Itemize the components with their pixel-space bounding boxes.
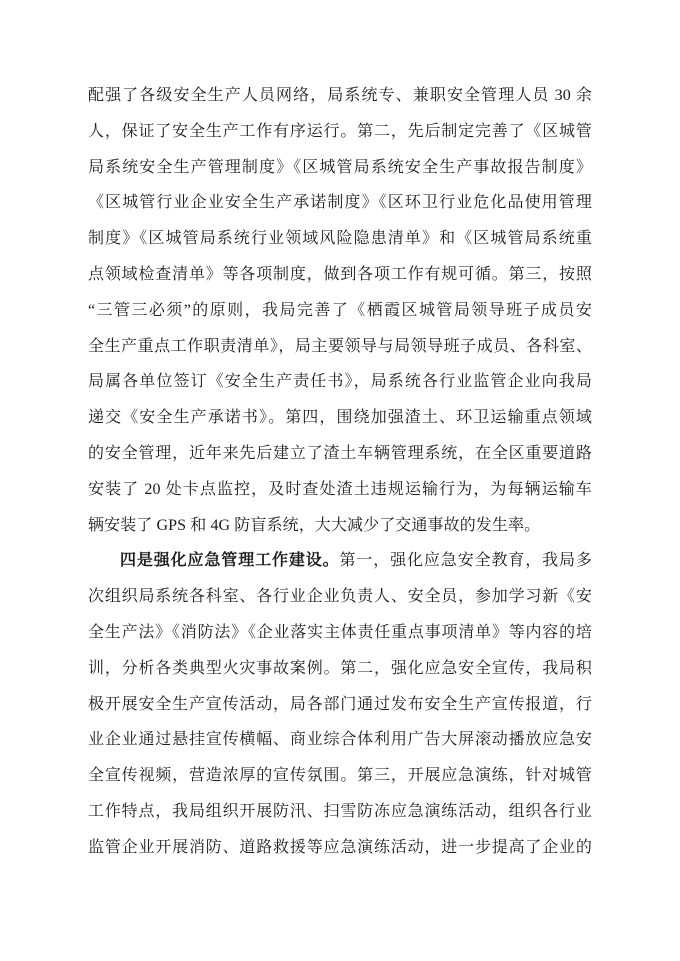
paragraph-emergency-management <box>88 543 592 865</box>
text-line <box>88 221 592 257</box>
text-segment: 局系统安全生产管理制度》《区城管局系统安全生产事故报告制度》 <box>88 158 592 176</box>
text-line <box>88 329 592 365</box>
text-segment: 极开展安全生产宣传活动，局各部门通过发布安全生产宣传报道，行 <box>88 695 592 713</box>
text-segment: “三管三必须”的原则，我局完善了《栖霞区城管局领导班子成员安 <box>88 301 592 319</box>
text-segment: 局属各单位签订《安全生产责任书》，局系统各行业监管企业向我局 <box>88 373 592 391</box>
text-segment: 《区城管行业企业安全生产承诺制度》《区环卫行业危化品使用管理 <box>88 194 592 212</box>
text-line <box>88 687 592 723</box>
text-line <box>88 758 592 794</box>
text-segment: 次组织局系统各科室、各行业企业负责人、安全员，参加学习新《安 <box>88 588 592 606</box>
text-line <box>88 150 592 186</box>
text-line <box>88 400 592 436</box>
text-line <box>88 472 592 508</box>
text-segment: 业企业通过悬挂宣传横幅、商业综合体利用广告大屏滚动播放应急安 <box>88 731 592 749</box>
text-segment: 训，分析各类典型火灾事故案例。第二，强化应急安全宣传，我局积 <box>88 659 592 677</box>
text-segment: 递交《安全生产承诺书》。第四，围绕加强渣土、环卫运输重点领域 <box>88 409 592 427</box>
text-line <box>88 651 592 687</box>
document-body <box>88 78 592 866</box>
text-segment: 工作特点，我局组织开展防汛、扫雪防冻应急演练活动，组织各行业 <box>88 802 592 820</box>
text-line <box>88 257 592 293</box>
text-line <box>88 543 592 579</box>
text-segment: 全宣传视频，营造浓厚的宣传氛围。第三，开展应急演练，针对城管 <box>88 767 592 785</box>
text-line <box>88 615 592 651</box>
text-line <box>88 794 592 830</box>
text-line <box>88 114 592 150</box>
text-segment: 全生产重点工作职责清单》，局主要领导与局领导班子成员、各科室、 <box>88 337 592 355</box>
text-segment: 人，保证了安全生产工作有序运行。第二，先后制定完善了《区城管 <box>88 122 592 140</box>
text-line <box>88 364 592 400</box>
text-line <box>88 579 592 615</box>
text-segment: 全生产法》《消防法》《企业落实主体责任重点事项清单》等内容的培 <box>88 623 592 641</box>
text-segment: 监管企业开展消防、道路救援等应急演练活动，进一步提高了企业的 <box>88 838 592 856</box>
text-segment: 制度》《区城管局系统行业领域风险隐患清单》和《区城管局系统重 <box>88 230 592 248</box>
text-line <box>88 508 592 544</box>
text-line <box>88 293 592 329</box>
text-line <box>88 722 592 758</box>
text-segment: 第一，强化应急安全教育，我局多 <box>339 552 592 570</box>
text-line <box>88 830 592 866</box>
paragraph-safety-production-measures <box>88 78 592 543</box>
text-segment: 配强了各级安全生产人员网络，局系统专、兼职安全管理人员 30 余 <box>88 87 592 104</box>
text-line <box>88 185 592 221</box>
text-line <box>88 436 592 472</box>
text-segment: 安装了 20 处卡点监控，及时查处渣土违规运输行为，为每辆运输车 <box>88 480 592 498</box>
bold-text-segment: 四是强化应急管理工作建设。 <box>120 552 340 570</box>
text-segment: 点领域检查清单》等各项制度，做到各项工作有规可循。第三，按照 <box>88 265 592 283</box>
text-segment: 的安全管理，近年来先后建立了渣土车辆管理系统，在全区重要道路 <box>88 444 592 462</box>
text-line <box>88 78 592 114</box>
text-segment: 辆安装了 GPS 和 4G 防盲系统，大大减少了交通事故的发生率。 <box>88 516 541 534</box>
